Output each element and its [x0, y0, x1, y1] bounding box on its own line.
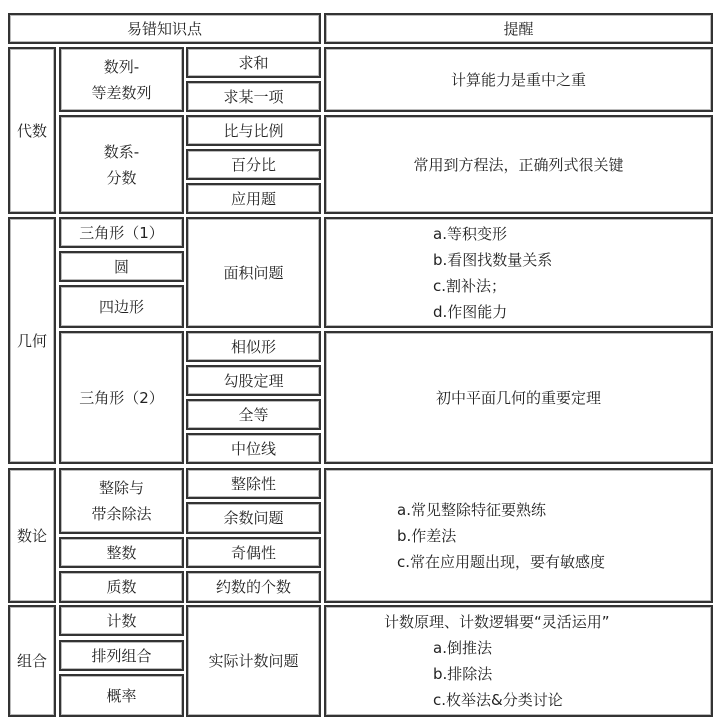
item-label: 求和 — [238, 53, 269, 72]
item-cell — [186, 399, 321, 430]
topic-line: 带余除法 — [91, 505, 152, 523]
topic-label: 整数 — [106, 543, 137, 562]
header-knowledge-points — [8, 13, 321, 44]
reminder-line: a.常见整除特征要熟练 — [397, 500, 546, 519]
item-label: 相似形 — [230, 337, 276, 356]
item-cell — [186, 537, 321, 568]
reminder-line: b.排除法 — [433, 665, 493, 683]
item-cell — [186, 115, 321, 146]
header-reminder — [324, 13, 713, 44]
item-cell — [186, 433, 321, 464]
topic-line: 分数 — [106, 168, 137, 187]
item-cell — [186, 605, 321, 717]
reminder-line: a.倒推法 — [433, 639, 492, 657]
item-label: 余数问题 — [223, 509, 284, 527]
item-cell — [186, 502, 321, 534]
item-cell — [186, 47, 321, 78]
category-combinatorics — [8, 605, 56, 717]
topic-cell — [59, 640, 184, 671]
item-cell — [186, 468, 321, 499]
item-label: 实际计数问题 — [208, 652, 299, 670]
topic-label: 计数 — [106, 611, 137, 630]
topic-cell — [59, 605, 184, 636]
category-label: 几何 — [16, 331, 47, 350]
reminder-cell — [324, 468, 713, 603]
item-cell — [186, 149, 321, 180]
topic-cell — [59, 468, 184, 534]
reminder-line: d.作图能力 — [433, 302, 508, 321]
topic-sequence — [59, 47, 184, 112]
item-label: 全等 — [238, 405, 269, 424]
topic-label: 三角形（1） — [79, 223, 164, 242]
topic-label: 三角形（2） — [79, 388, 164, 407]
reminder-cell — [324, 605, 713, 717]
category-geometry — [8, 217, 56, 464]
topic-cell — [59, 217, 184, 248]
reminder-line: b.作差法 — [397, 526, 457, 545]
topic-cell — [59, 537, 184, 568]
topic-label: 概率 — [106, 686, 137, 705]
topic-line: 等差数列 — [91, 83, 152, 102]
item-label: 中位线 — [230, 439, 276, 458]
topic-line: 整除与 — [98, 479, 144, 497]
reminder-cell — [324, 217, 713, 328]
item-label: 约数的个数 — [215, 578, 291, 596]
item-label: 求某一项 — [223, 87, 284, 106]
item-cell — [186, 365, 321, 396]
topic-cell — [59, 285, 184, 328]
reminder-line: 计数原理、计数逻辑要“灵活运用” — [384, 613, 610, 631]
topic-cell — [59, 674, 184, 717]
item-label: 比与比例 — [223, 121, 284, 140]
topic-cell — [59, 571, 184, 603]
topic-label: 四边形 — [98, 297, 144, 316]
item-cell — [186, 331, 321, 362]
topic-cell — [59, 331, 184, 464]
category-label: 数论 — [16, 526, 47, 545]
category-label: 组合 — [16, 652, 47, 670]
category-algebra — [8, 47, 56, 214]
reminder-cell — [324, 115, 713, 214]
reminder-line: c.常在应用题出现，要有敏感度 — [397, 552, 606, 571]
reminder-text: 常用到方程法，正确列式很关键 — [413, 155, 624, 174]
reminder-cell — [324, 331, 713, 464]
item-label: 整除性 — [230, 474, 276, 493]
item-cell — [186, 571, 321, 603]
header-left-text: 易错知识点 — [126, 19, 202, 38]
category-label: 代数 — [16, 121, 47, 140]
reminder-line: c.割补法； — [433, 276, 507, 295]
topic-label: 质数 — [106, 578, 137, 596]
reminder-cell — [324, 47, 713, 112]
category-number-theory — [8, 468, 56, 603]
item-label: 应用题 — [230, 189, 276, 208]
item-label: 奇偶性 — [230, 543, 276, 562]
item-cell — [186, 217, 321, 328]
item-label: 面积问题 — [223, 263, 284, 282]
topic-line: 数系- — [103, 142, 140, 161]
topic-fraction — [59, 115, 184, 214]
reminder-text: 计算能力是重中之重 — [450, 70, 586, 89]
item-cell — [186, 81, 321, 112]
topic-label: 圆 — [113, 257, 129, 276]
reminder-line: b.看图找数量关系 — [433, 250, 553, 269]
topic-line: 数列- — [103, 57, 140, 76]
item-label: 勾股定理 — [223, 371, 284, 390]
reminder-line: c.枚举法&分类讨论 — [433, 691, 563, 709]
topic-label: 排列组合 — [91, 646, 152, 665]
item-label: 百分比 — [230, 155, 276, 174]
item-cell — [186, 183, 321, 214]
topic-cell — [59, 251, 184, 282]
reminder-text: 初中平面几何的重要定理 — [435, 388, 601, 407]
reminder-line: a.等积变形 — [433, 224, 507, 243]
header-right-text: 提醒 — [503, 19, 534, 38]
